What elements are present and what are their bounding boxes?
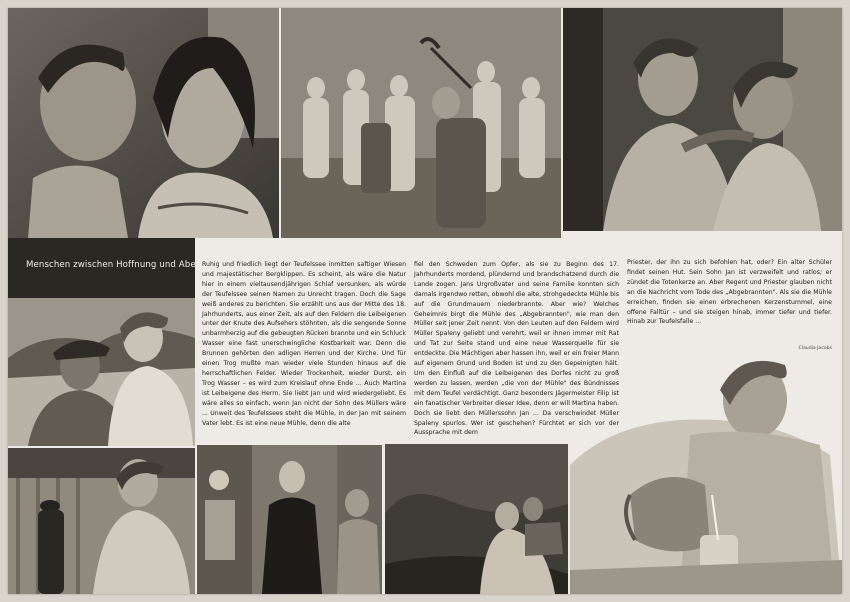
text-column-2-body: fiel den Schweden zum Opfer, als sie zu Beginn des 17. Jahrhunderts mordend, plündernd und brandschatzend durch die Lande zogen. Jans Urgroßvater und seine Familie konnten sich damals irgendwo retten, obwohl die alte, strohgedeckte Mühle bis auf die Grundmauern niederbrannte. Aber wie? Welches Geheimnis birgt die Mühle des „Abgebrannten", wie man den Müller seit jener Zeit nennt. Von den Leuten auf den Feldern wird Müller Spaleny geliebt und verehrt, weil er ihnen immer mit Rat und Tat zur Seite stand und eine neue Wasserquelle für sie entdeckte. Die Mächtigen aber hassen ihn, weil er ein freier Mann auf eigenem Grund und Boden ist und zu den Gepeinigten hält. Um den Einfluß auf die Leibeigenen des Dorfes nicht zu groß werden zu lassen, werden „die von der Mühle" des Bündnisses mit dem Teufel verdächtigt. Ganz besonders Jägermeister Filip ist ein fanatischer Verbreiter dieser Idee, denn er will Martina haben. Doch sie liebt den Müllerssohn Jan ... Da verschwindet Müller Spaleny spurlos. Wer ist geschehen? Fürchtet er sich vor der Aussprache mit dem [414, 261, 619, 437]
photo-priest-church [197, 445, 382, 594]
caption-box [8, 238, 230, 298]
caption-text: Menschen zwischen Hoffnung und Aberglaube [26, 260, 230, 270]
text-column-3-body: Priester, der ihn zu sich befohlen hat, oder? Ein alter Schüler findet seinen Hut. Sein Sohn Jan ist verzweifelt und ratlos; er zündet die Totenkerze an. Aber Regent und Priester glauben nicht an die Nachricht vom Tode des „Abgebrannten". Als sie die Mühle erreichen, finden sie einen erbrechenen Kerzenstummel, eine offene Falltür – und sie steigen hinab, immer tiefer und tiefer. Hinab zur Teufelsfalle ... [627, 259, 832, 326]
text-column-2 [414, 260, 619, 438]
photo-near-water [385, 444, 568, 594]
photo-elder-and-young-man [8, 298, 195, 446]
photo-two-young-men [563, 8, 842, 231]
author-credit: Claudia Jacobs [798, 346, 832, 351]
text-column-1 [202, 260, 406, 428]
photo-peasants-field [281, 8, 561, 238]
text-column-1-body: Ruhig und friedlich liegt der Teufelssee inmitten saftiger Wiesen und majestätischer Bergklippen. Es scheint, als wäre die Natur hier in einem vieltausendjährigen Schlaf versunken, als würde der Teufelssee seinen Namen zu Unrecht tragen. Doch die Sage weiß anderes zu berichten. Sie erzählt uns aus der Mitte des 18. Jahrhunderts, aus einer Zeit, als auf den Feldern die Leibeigenen unter der Knute des Aufsehers stöhnten, als die sengende Sonne unbarmherzig auf die gebeugten Rücken brannte und ein Schluck Wasser eine fast unerschwingliche Kostbarkeit war. Denn die Brunnen gehörten den adligen Herren und der Kirche. Und für einen Trog mußte man wieder viele Stunden hinaus auf die herrschaftlichen Felder. Wieder Trockenheit, wieder Durst, ein Trog Wasser – es wird zum Kreislauf ohne Ende ... Auch Martina ist Leibeigene des Herrn. Sie liebt Jan und wird wiedergeliebt. Es wäre alles so einfach, wenn Jan nicht der Sohn des Müllers wäre ... Unweit des Teufelssees steht die Mühle, in der Jan mit seinem Vater lebt. Es ist eine neue Mühle, denn die alte [202, 261, 406, 427]
photo-mill-doorway [8, 448, 195, 594]
leaflet-page [8, 8, 842, 594]
text-column-3 [627, 258, 832, 351]
photo-young-couple [8, 8, 279, 238]
